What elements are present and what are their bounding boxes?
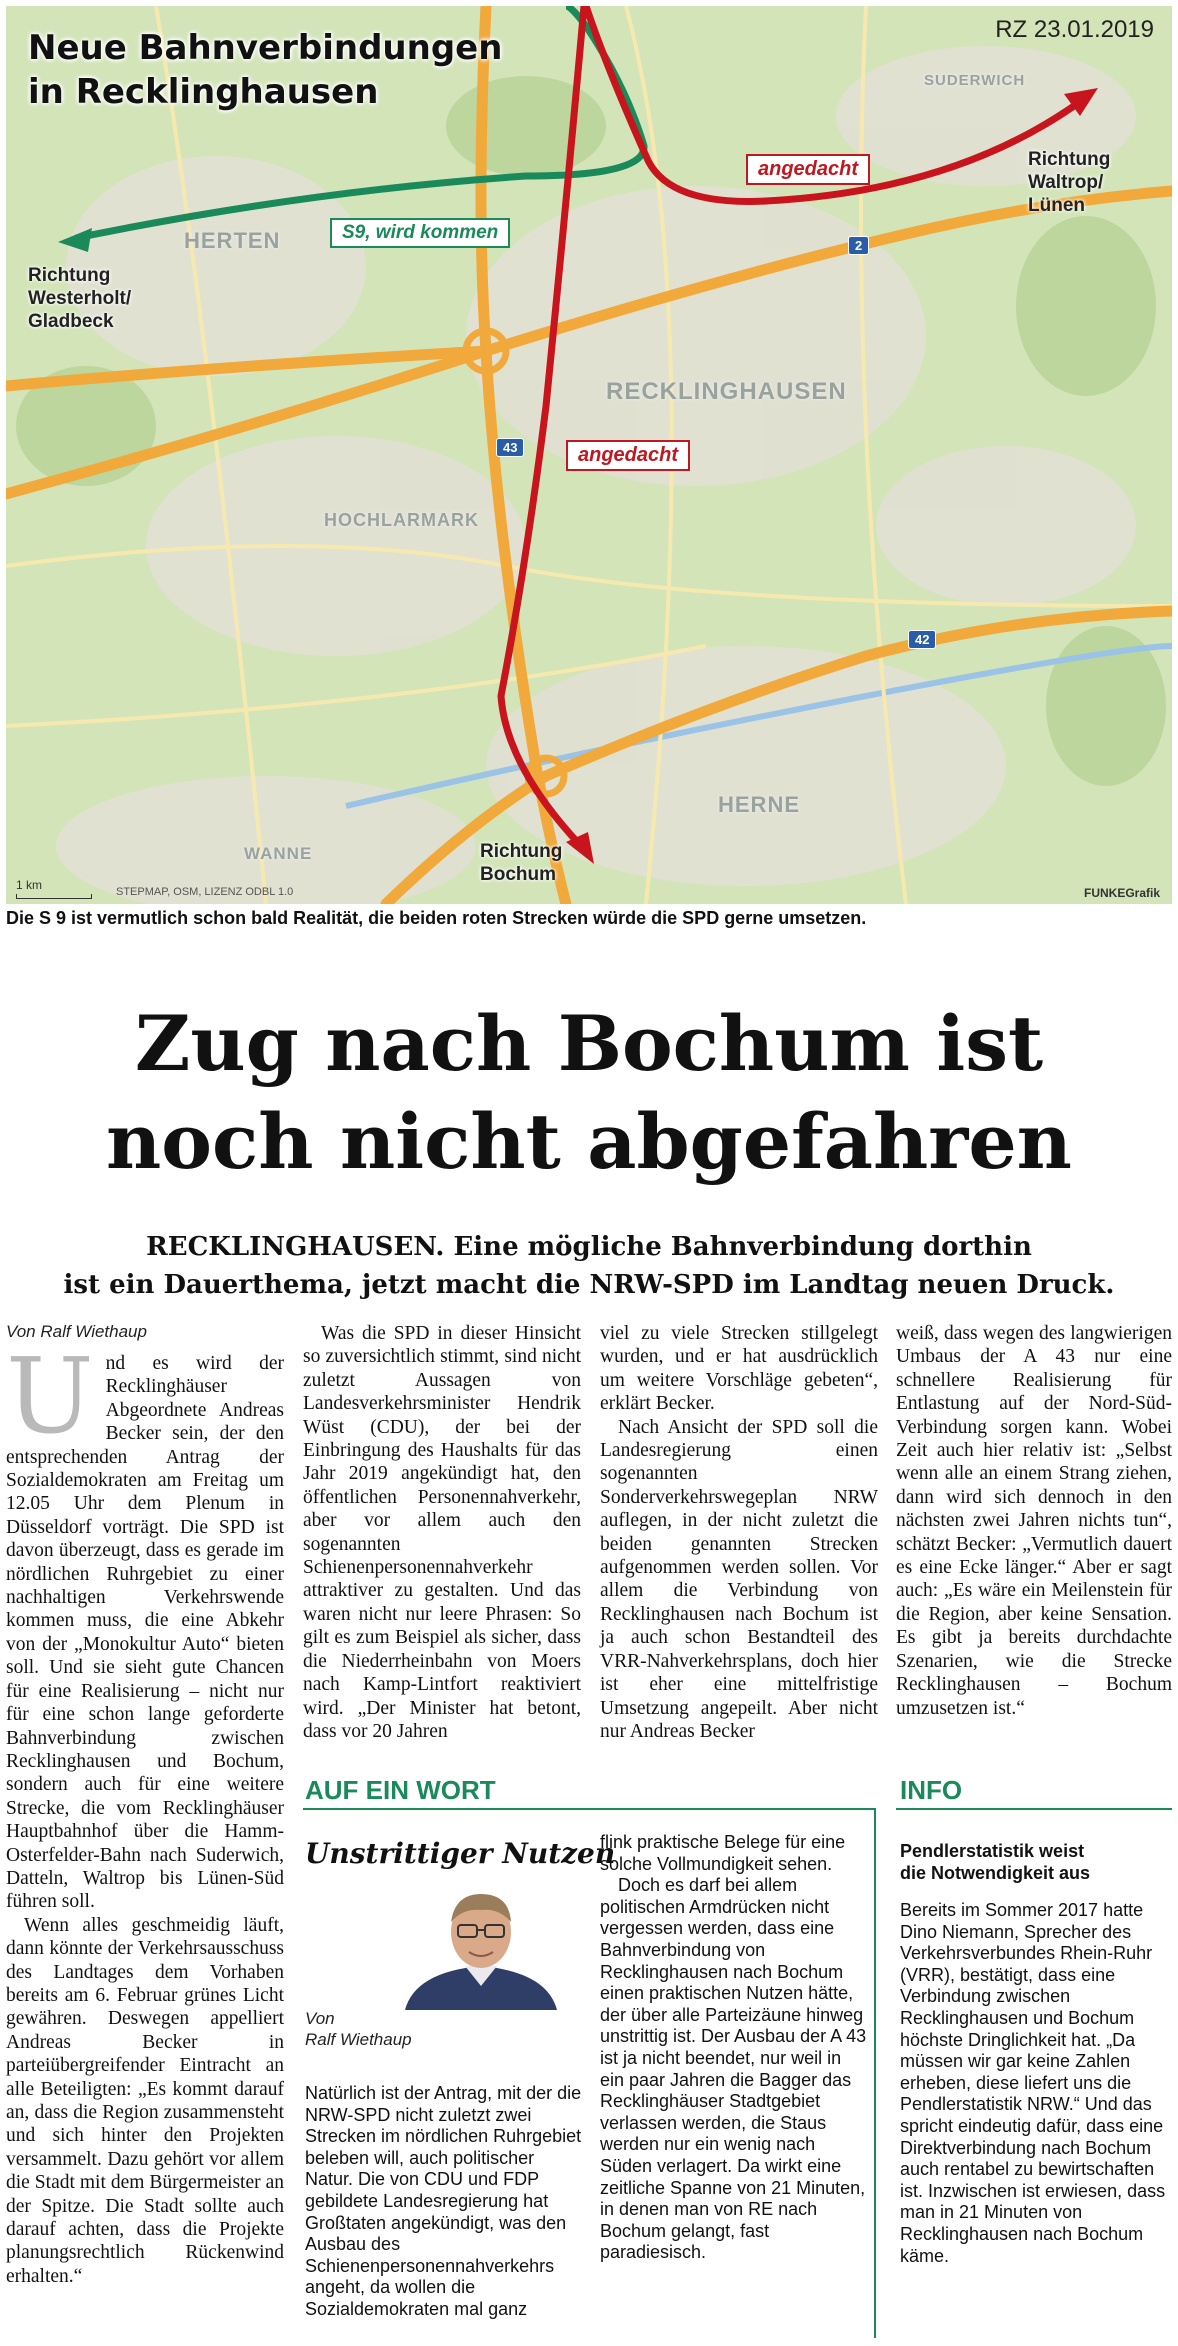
article-paragraph: weiß, dass wegen des langwierigen Umbaus der A 43 nur eine schnellere Realisierung für Entlastung auf der Nord-Süd-Verbindung sorgen kann. Wobei Zeit auch hier relativ ist: „Selbst wenn alle an einem Strang ziehen, dann wird sich dennoch in den nächsten zwei Jahren nichts tun“, schätzt Becker: „Vermutlich dauert es eine Ecke länger.“ Aber er sagt auch: „Es wäre ein Meilenstein für die Region, aber keine Sensation. Es gibt ja bereits durchdachte Szenarien, wie die Strecke Recklinghausen – Bochum umzusetzen ist.“: [896, 1323, 1172, 1719]
info-heading-line1: Pendlerstatistik weist: [900, 1841, 1085, 1861]
publisher-logo: FUNKEGrafik: [1083, 886, 1160, 900]
article-column-4: [896, 1322, 1172, 1720]
scale-bar: [16, 894, 92, 899]
info-spacer: [900, 1884, 1170, 1900]
direction-bochum: Richtung Bochum: [480, 841, 563, 885]
article-paragraph: Nach Ansicht der SPD soll die Landesregierung einen sogenannten Sonderverkehrswegeplan NRW auflegen, in der nicht zuletzt die beiden genannten Strecken aufgenommen werden sollen. Vor allem die Verbindung von Recklinghausen nach Bochum ist ja auch schon Bestandteil des VRR-Nahverkehrsplans, doch hier ist eher eine mittelfristige Umsetzung angepeilt. Aber nicht nur Andreas Becker: [600, 1416, 878, 1742]
subheadline: [0, 1228, 1178, 1304]
comment-box-border: [874, 1808, 876, 2338]
map-title-line1: Neue Bahnverbindungen: [28, 28, 503, 68]
comment-column-2: [600, 1832, 868, 2264]
town-herne: HERNE: [718, 792, 801, 817]
byline: Von Ralf Wiethaup: [6, 1322, 147, 1341]
info-paragraph: Bereits im Sommer 2017 hatte Dino Niemann, Sprecher des Verkehrsverbundes Rhein-Ruhr (VRR), bestätigt, dass eine Verbindung zwischen Recklinghausen und Bochum höchste Dringlichkeit hat. „Da müssen wir gar keine Zahlen erheben, diese liefert uns die Pendlerstatistik NRW.“ Und das spricht eindeutig dafür, dass eine Direktverbindung nach Bochum auch rentabel zu bewirtschaften ist. Inzwischen ist erwiesen, dass man in 21 Minuten von Recklinghausen nach Bochum käme.: [900, 1900, 1166, 2266]
town-suderwich: SUDERWICH: [924, 72, 1026, 89]
subhead-line1: RECKLINGHAUSEN. Eine mögliche Bahnverbindung dorthin: [146, 1232, 1032, 1262]
article-paragraph: nd es wird der Recklinghäuser Abgeordnete Andreas Becker sein, der den entsprechenden Antrag der Sozialdemokraten am Freitag um 12.05 Uhr dem Plenum in Düsseldorf vorträgt. Die SPD ist davon überzeugt, dass es gerade im nördlichen Ruhrgebiet zu einer nachhaltigen Verkehrswende kommen muss, die eine Abkehr von der „Monokultur Auto“ bieten soll. Und sie sieht gute Chancen für eine Realisierung – nicht nur für eine schon lange geforderte Bahnverbindung zwischen Recklinghausen und Bochum, sondern auch für eine weitere Strecke, die vom Recklinghäuser Hauptbahnhof über die Hamm-Osterfelder-Bahn nach Suderwich, Datteln, Waltrop bis Lünen-Süd führen soll.: [6, 1353, 284, 1913]
direction-waltrop: Richtung Waltrop/ Lünen: [1028, 149, 1111, 216]
info-heading: [900, 1840, 1170, 1884]
route-map: [6, 6, 1172, 904]
comment-column-1: [305, 2083, 585, 2321]
article-column-3: [600, 1322, 878, 1743]
comment-author: Ralf Wiethaup: [305, 2030, 412, 2049]
label-angedacht-top: angedacht: [746, 154, 870, 185]
headline: [0, 995, 1178, 1191]
comment-title: Unstrittiger Nutzen: [305, 1837, 616, 1870]
map-credit: STEPMAP, OSM, LIZENZ ODBL 1.0: [116, 886, 294, 898]
town-wanne: WANNE: [244, 844, 313, 863]
drop-cap: U: [6, 1335, 94, 1457]
info-section-label: INFO: [900, 1775, 963, 1805]
info-section-rule: [896, 1808, 1172, 1810]
comment-paragraph: flink praktische Belege für eine solche Vollmundigkeit sehen.: [600, 1832, 846, 1874]
road-badge-a43: 43: [496, 438, 524, 457]
map-caption: Die S 9 ist vermutlich schon bald Realität, die beiden roten Strecken würde die SPD gerne umsetzen.: [6, 908, 867, 928]
town-hochlarmark: HOCHLARMARK: [324, 510, 479, 530]
direction-westerholt: Richtung Westerholt/ Gladbeck: [28, 265, 132, 332]
info-box: [900, 1840, 1170, 2267]
subhead-line2: ist ein Dauerthema, jetzt macht die NRW-SPD im Landtag neuen Druck.: [63, 1270, 1115, 1300]
scale-label: 1 km: [16, 878, 43, 892]
town-herten: HERTEN: [184, 228, 281, 253]
article-paragraph: viel zu viele Strecken stillgelegt wurden, und er hat ausdrücklich um weitere Vorschläge gebeten“, erklärt Becker.: [600, 1323, 878, 1415]
town-recklinghausen: RECKLINGHAUSEN: [606, 378, 847, 405]
map-title-line2: in Recklinghausen: [28, 72, 379, 112]
article-column-1: [6, 1335, 284, 2288]
article-paragraph: Was die SPD in dieser Hinsicht so zuversichtlich stimmt, sind nicht zuletzt Aussagen von Landesverkehrsminister Hendrik Wüst (CDU), der bei der Einbringung des Haushalts für das Jahr 2019 angekündigt hat, den öffentlichen Personennahverkehr, aber vor allem auch den sogenannten Schienenpersonennahverkehr attraktiver zu gestalten. Und das waren nicht nur leere Phrasen: So gilt es zum Beispiel als sicher, dass die Niederrheinbahn von Moers nach Kamp-Lintfort reaktiviert wird. „Der Minister hat betont, dass vor 20 Jahren: [303, 1323, 581, 1742]
article-column-2: [303, 1322, 581, 1743]
comment-byline: [305, 2008, 412, 2050]
article-paragraph: Wenn alles geschmeidig läuft, dann könnte der Verkehrsausschuss des Landtages dem Vorhaben bereits am 6. Februar grünes Licht gewähren. Deswegen appelliert Andreas Becker in parteiübergreifender Eintracht an alle Beteiligten: „Es kommt darauf an, dass die Region zusammensteht und sich hinter den Projekten versammelt. Dazu gehört vor allem die Stadt mit dem Bürgermeister an der Spitze. Die Stadt sollte auch darauf achten, dass die Projekte planungsrechtlich Rückenwind erhalten.“: [6, 1914, 284, 2287]
label-s9: S9, wird kommen: [330, 218, 510, 248]
info-heading-line2: die Notwendigkeit aus: [900, 1863, 1091, 1883]
road-badge-a42: 42: [908, 630, 936, 649]
map-date: RZ 23.01.2019: [995, 16, 1154, 43]
author-portrait: [395, 1880, 567, 2010]
comment-section-rule: [303, 1808, 875, 1810]
comment-paragraph: Doch es darf bei allem politischen Armdrücken nicht vergessen werden, dass eine Bahnverbindung von Recklinghausen nach Bochum einen praktischen Nutzen hätte, der über alle Parteizäune hinweg unstrittig ist. Der Ausbau der A 43 ist ja nicht beendet, nur weil in ein paar Jahren die Bagger das Recklinghäuser Stadtgebiet verlassen werden, die Staus werden nur ein wenig nach Süden verlagert. Da wirkt eine zeitliche Spanne von 21 Minuten, in denen man von RE nach Bochum gelangt, fast paradiesisch.: [600, 1875, 867, 2263]
comment-by-prefix: Von: [305, 2009, 335, 2028]
map-scale: [16, 878, 92, 899]
comment-section-label: AUF EIN WORT: [305, 1775, 496, 1805]
comment-paragraph: Natürlich ist der Antrag, mit der die NRW-SPD nicht zuletzt zwei Strecken im nördlichen Ruhrgebiet beleben will, auch politischer Natur. Die von CDU und FDP gebildete Landesregierung hat Großtaten angekündigt, was den Ausbau des Schienenpersonennahverkehrs angeht, da wollen die Sozialdemokraten mal ganz: [305, 2083, 582, 2319]
headline-line1: Zug nach Bochum ist: [134, 999, 1044, 1088]
label-angedacht-mid: angedacht: [566, 440, 690, 471]
headline-line2: noch nicht abgefahren: [106, 1097, 1072, 1186]
road-badge-a2: 2: [848, 236, 869, 255]
map-title: [28, 26, 502, 114]
